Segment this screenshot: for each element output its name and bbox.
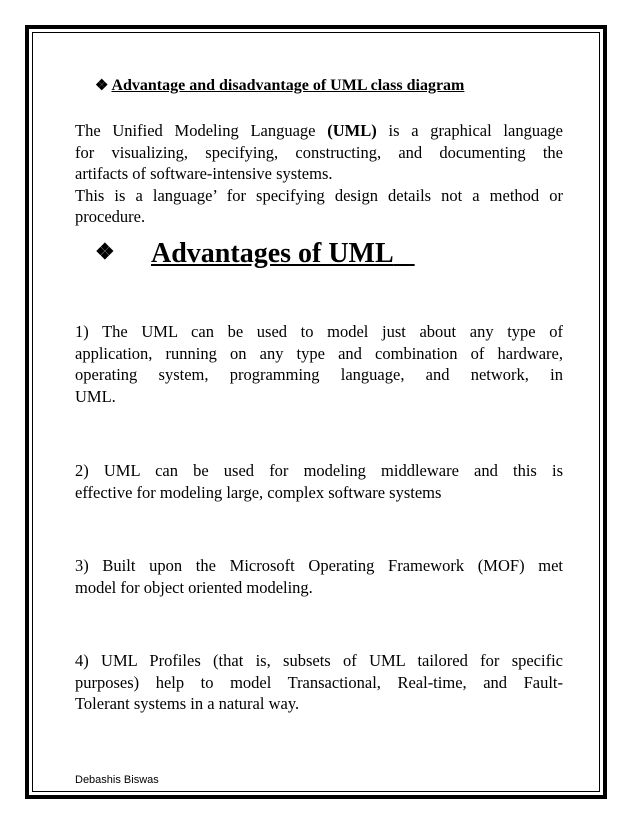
advantage-item-4 (75, 650, 563, 715)
intro-text: The Unified Modeling Language (75, 121, 328, 140)
advantage-line: application, running on any type and combination of hardware, (75, 343, 563, 363)
advantage-line: UML. (75, 386, 116, 406)
advantage-line: effective for modeling large, complex software systems (75, 482, 442, 502)
advantages-heading (95, 238, 415, 270)
advantage-line: 3) Built upon the Microsoft Operating Framework (MOF) met (75, 556, 563, 575)
intro-line: artifacts of software-intensive systems. (75, 164, 333, 183)
intro-text: is a graphical language (376, 121, 563, 140)
intro-paragraph (75, 120, 563, 228)
intro-line: This is a language’ for specifying design details not a method or (75, 185, 563, 205)
section-heading (95, 76, 464, 95)
advantage-item-1 (75, 321, 563, 407)
intro-line: procedure. (75, 207, 146, 226)
footer-author: Debashis Biswas (75, 774, 159, 786)
intro-line: for visualizing, specifying, constructing, and documenting the (75, 142, 563, 162)
advantage-line: operating system, programming language, and network, in (75, 365, 563, 384)
intro-bold-uml: (UML) (327, 121, 377, 140)
intro-line (75, 120, 563, 142)
advantage-item-2 (75, 460, 563, 503)
section-heading-text: Advantage and disadvantage of UML class diagram (111, 77, 465, 94)
advantage-line: 2) UML can be used for modeling middleware and this is (75, 461, 563, 480)
advantage-line: 4) UML Profiles (that is, subsets of UML tailored for specific (75, 651, 563, 670)
diamond-bullet-icon: ❖ (95, 239, 115, 264)
diamond-bullet-icon: ❖ (95, 78, 109, 94)
advantage-line: model for object oriented modeling. (75, 577, 313, 597)
advantage-line: 1) The UML can be used to model just about any type of (75, 322, 563, 341)
advantages-heading-text: Advantages of UML (151, 238, 394, 269)
advantage-item-3 (75, 555, 563, 598)
advantage-line: Tolerant systems in a natural way. (75, 694, 300, 713)
advantage-line: purposes) help to model Transactional, Real-time, and Fault- (75, 672, 563, 692)
